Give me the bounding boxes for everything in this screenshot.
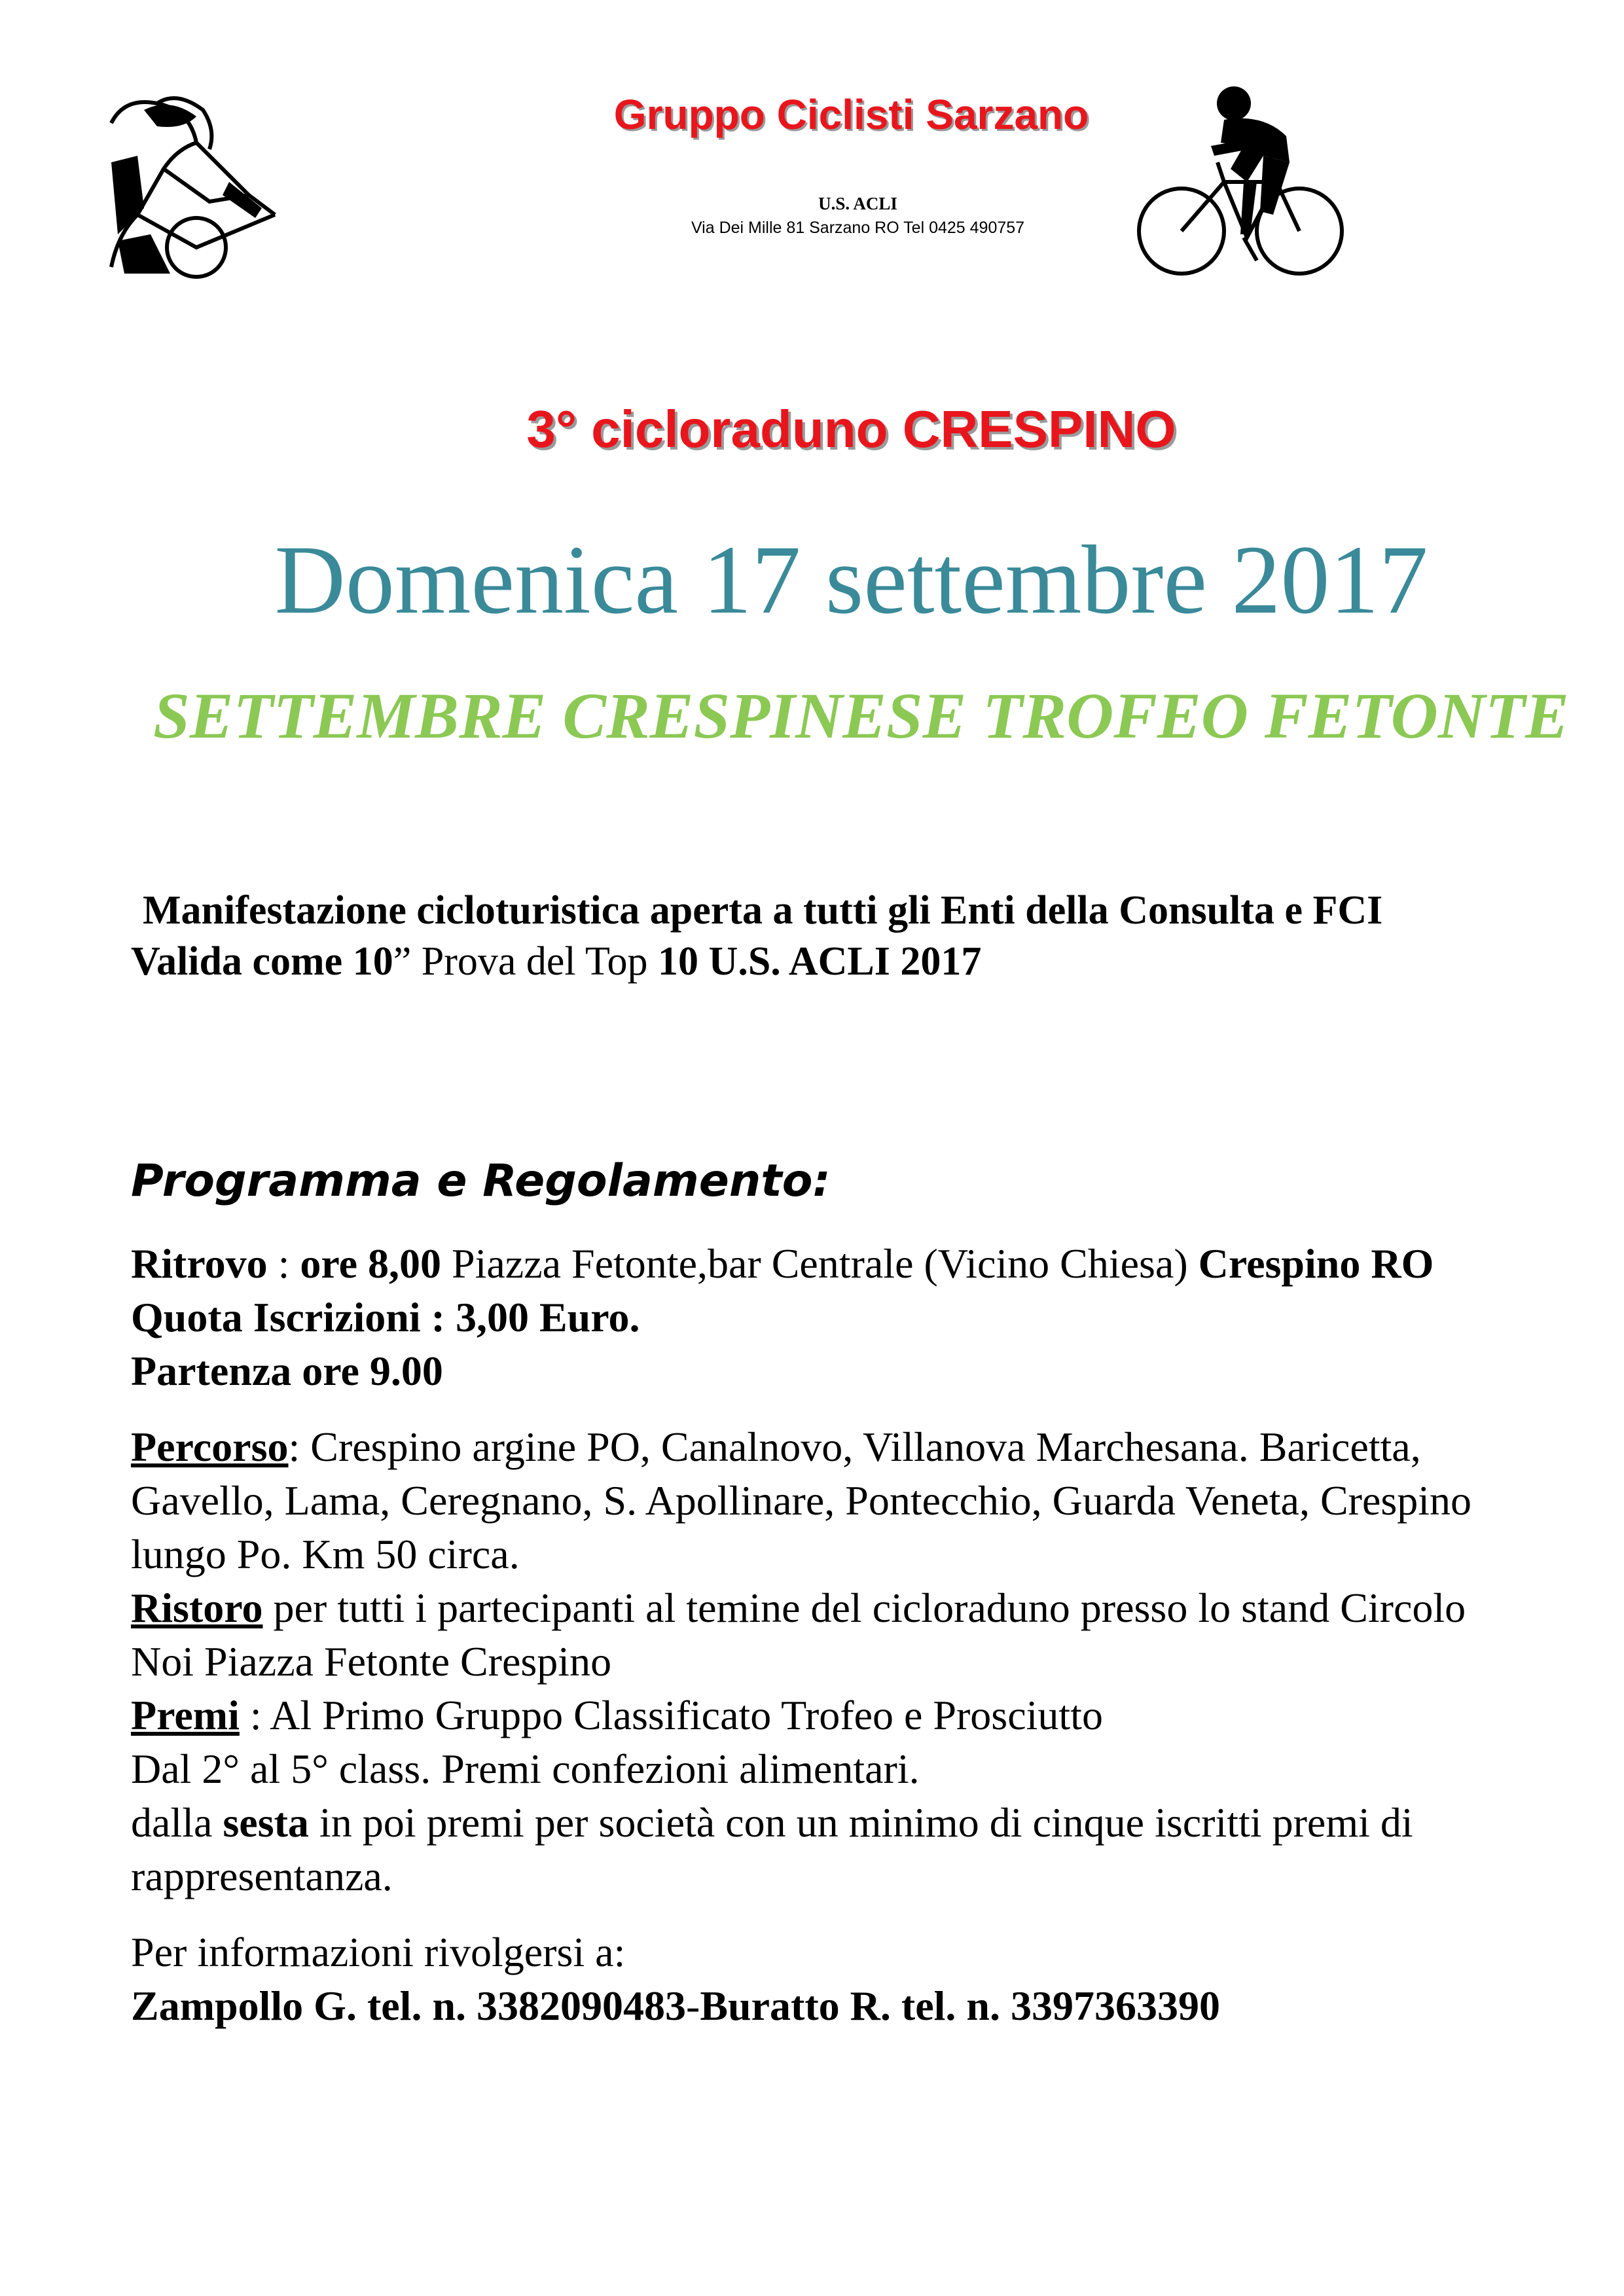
premi-label: Premi: [131, 1692, 240, 1738]
premi-text: : Al Primo Gruppo Classificato Trofeo e Prosciutto: [239, 1692, 1103, 1738]
premi-line2: Dal 2° al 5° class. Premi confezioni alimentari.: [131, 1746, 920, 1792]
premi-paragraph: [131, 1689, 1532, 1742]
intro-line1: Manifestazione cicloturistica aperta a tutti gli Enti della Consulta e FCI: [143, 888, 1383, 933]
contact-zampollo: Zampollo G. tel. n. 3382090483: [131, 1982, 687, 2029]
percorso-label: Percorso: [131, 1424, 289, 1470]
event-trophy: SETTEMBRE CRESPINESE TROFEO FETONTE: [153, 679, 1569, 752]
intro-line2: [131, 936, 1525, 987]
contacts-intro: Per informazioni rivolgersi a:: [131, 1929, 626, 1975]
premi-line3-end: in poi premi per società con un minimo di cinque iscritti premi di rappresentanza.: [131, 1799, 1413, 1899]
program-rules: [131, 1237, 1532, 2033]
contacts-line: [131, 1979, 1532, 2033]
ritrovo-paragraph: [131, 1237, 1532, 1291]
ritrovo-time: ore 8,00: [300, 1240, 441, 1287]
intro-line2-start: Valida come 10: [131, 939, 393, 984]
percorso-text: : Crespino argine PO, Canalnovo, Villanova Marchesana. Baricetta, Gavello, Lama, Ceregnano, S. Apollinare, Pontecchio, Guarda Veneta, Crespino lungo Po. Km 50 circa.: [131, 1424, 1472, 1577]
ristoro-text: per tutti i partecipanti al temine del cicloraduno presso lo stand Circolo Noi Piazza Fetonte Crespino: [131, 1585, 1466, 1685]
ristoro-label: Ristoro: [131, 1585, 263, 1631]
contact-buratto: Buratto R. tel. n. 3397363390: [700, 1982, 1220, 2029]
premi-line3-bold: sesta: [223, 1799, 309, 1846]
ritrovo-town: Crespino RO: [1198, 1240, 1434, 1287]
ritrovo-sep: :: [267, 1240, 300, 1287]
intro-text: [131, 885, 1525, 987]
club-name: Gruppo Ciclisti Sarzano: [613, 91, 1089, 138]
quota-line: Quota Iscrizioni : 3,00 Euro.: [131, 1294, 640, 1340]
event-title: 3° cicloraduno CRESPINO: [526, 400, 1176, 458]
club-affiliation: U.S. ACLI: [818, 194, 897, 213]
premi-line3: [131, 1796, 1532, 1903]
ristoro-paragraph: [131, 1581, 1532, 1689]
intro-line2-rest: ” Prova del Top: [393, 939, 648, 984]
premi-line3-start: dalla: [131, 1799, 223, 1846]
percorso-paragraph: [131, 1420, 1532, 1581]
event-date: Domenica 17 settembre 2017: [274, 526, 1428, 634]
partenza-line: Partenza ore 9.00: [131, 1348, 443, 1394]
ritrovo-place: Piazza Fetonte,bar Centrale (Vicino Chiesa): [441, 1240, 1199, 1287]
program-heading: Programma e Regolamento:: [131, 1155, 831, 1207]
contact-separator: -: [686, 1982, 700, 2029]
intro-line2-end: 10 U.S. ACLI 2017: [647, 939, 982, 984]
ritrovo-label: Ritrovo: [131, 1240, 268, 1287]
club-address: Via Dei Mille 81 Sarzano RO Tel 0425 490757: [691, 219, 1025, 237]
